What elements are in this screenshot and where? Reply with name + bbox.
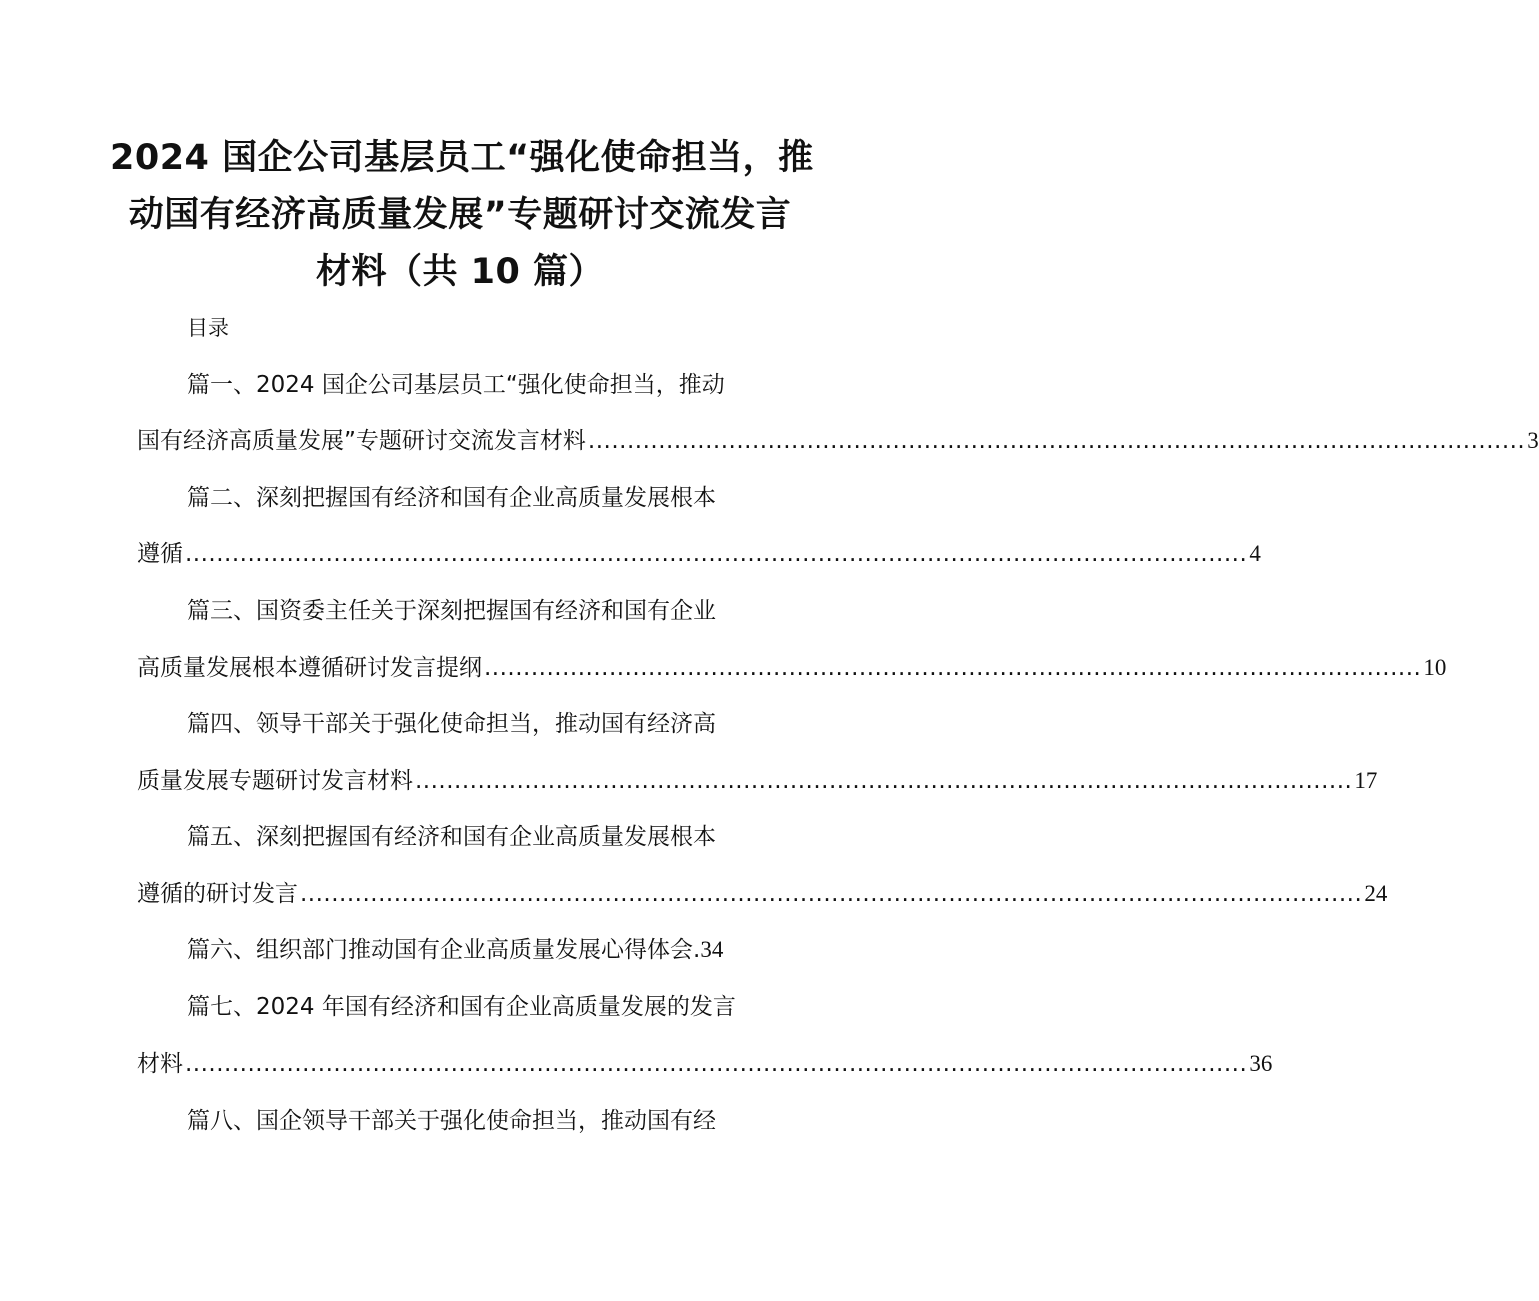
toc-heading: 目录 xyxy=(187,316,229,340)
toc-entry-4-page: 17 xyxy=(1354,768,1378,793)
toc-entry-4-continuation xyxy=(137,765,1378,797)
dot-leader: ........................................................................................................................ xyxy=(587,428,1526,454)
toc-entry-1-page: 3 xyxy=(1527,428,1539,453)
toc-entry-3-continuation xyxy=(137,652,1447,684)
toc-entry-7-title-cont: 材料 xyxy=(137,1051,183,1077)
toc-entry-2-page: 4 xyxy=(1249,541,1261,566)
toc-entry-7-title: 篇七、2024 年国有经济和国有企业高质量发展的发言 xyxy=(187,994,736,1020)
toc-entry-1-continuation xyxy=(137,425,1539,457)
toc-entry-5-page: 24 xyxy=(1364,881,1388,906)
toc-entry-2-continuation xyxy=(137,538,1261,570)
toc-entry-2-title: 篇二、深刻把握国有经济和国有企业高质量发展根本 xyxy=(187,485,716,511)
toc-entry-7-page: 36 xyxy=(1249,1051,1273,1076)
dot-leader: ........................................................................................................................ xyxy=(484,655,1422,681)
dot-leader: . xyxy=(693,937,701,963)
document-title xyxy=(110,130,814,301)
title-line-2: 动国有经济高质量发展”专题研讨交流发言 xyxy=(128,195,792,235)
toc-entry-3-page: 10 xyxy=(1423,655,1447,680)
toc-entry-3-title-cont: 高质量发展根本遵循研讨发言提纲 xyxy=(137,655,482,681)
toc-entry-6-page: 34 xyxy=(700,937,724,962)
toc-entry-6 xyxy=(187,934,723,966)
dot-leader: ........................................................................................................................................ xyxy=(185,1051,1248,1077)
title-line-3: 材料（共 10 篇） xyxy=(315,252,605,292)
toc-entry-1-title: 篇一、2024 国企公司基层员工“强化使命担当，推动 xyxy=(187,372,725,398)
dot-leader: ........................................................................................................................ xyxy=(415,768,1353,794)
toc-entry-7-continuation xyxy=(137,1048,1273,1080)
toc-entry-1-title-cont: 国有经济高质量发展”专题研讨交流发言材料 xyxy=(137,428,586,454)
toc-entry-2-title-cont: 遵循 xyxy=(137,541,183,567)
toc-entry-6-title: 篇六、组织部门推动国有企业高质量发展心得体会 xyxy=(187,937,693,963)
toc-entry-3-title: 篇三、国资委主任关于深刻把握国有经济和国有企业 xyxy=(187,598,716,624)
toc-entry-4-title: 篇四、领导干部关于强化使命担当，推动国有经济高 xyxy=(187,711,716,737)
title-line-1: 2024 国企公司基层员工“强化使命担当，推 xyxy=(110,138,814,178)
toc-entry-5-continuation xyxy=(137,878,1388,910)
toc-entry-5-title-cont: 遵循的研讨发言 xyxy=(137,881,298,907)
toc-entry-5-title: 篇五、深刻把握国有经济和国有企业高质量发展根本 xyxy=(187,824,716,850)
toc-entry-4-title-cont: 质量发展专题研讨发言材料 xyxy=(137,768,413,794)
dot-leader: ........................................................................................................................................ xyxy=(300,881,1363,907)
toc-entry-8-title: 篇八、国企领导干部关于强化使命担当，推动国有经 xyxy=(187,1108,716,1134)
dot-leader: ........................................................................................................................................ xyxy=(185,541,1248,567)
